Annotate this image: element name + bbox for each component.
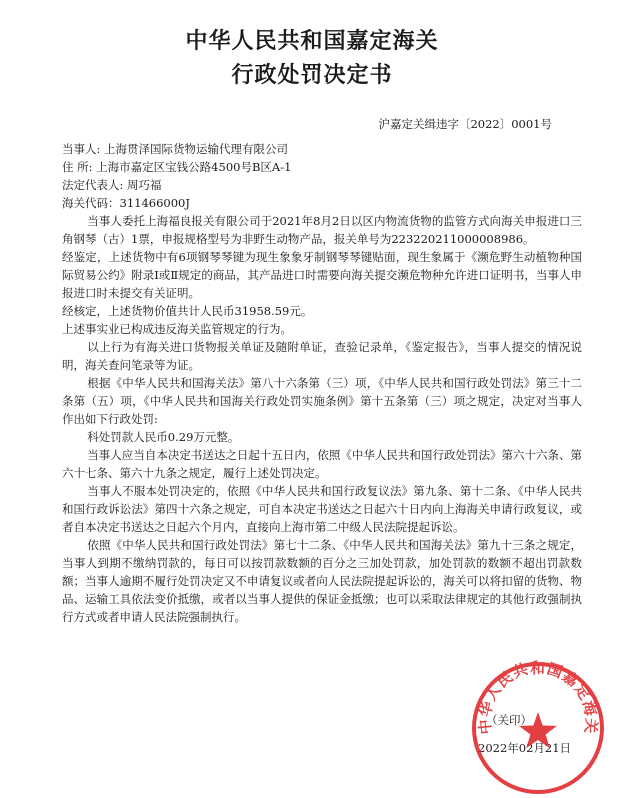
paragraph: 以上行为有海关进口货物报关单证及随附单证，查验记录单，《鉴定报告》，当事人提交的情况说明，海关查问笔录等为证。 — [62, 340, 582, 372]
document-body — [62, 140, 582, 626]
paragraph: 根据《中华人民共和国海关法》第八十六条第（三）项，《中华人民共和国行政处罚法》第三十二条第（五）项，《中华人民共和国海关行政处罚实施条例》第十五条第（三）项之规定，决定对当事人作出如下行政处罚: — [62, 376, 582, 426]
decision-paragraphs — [62, 212, 582, 626]
party-address: 住 所: 上海市嘉定区宝钱公路4500号B区A-1 — [62, 160, 292, 174]
paragraph: 经鉴定，上述货物中有6项钢琴琴键为现生象象牙制钢琴琴键贴面，现生象属于《濒危野生动植物种国际贸易公约》附录Ⅰ或Ⅱ规定的商品，其产品进口时需要向海关提交濒危物种允许进口证明书，当事人申报进口时未提交有关证明。 — [62, 250, 582, 300]
party-name: 当事人: 上海贯泽国际货物运输代理有限公司 — [62, 142, 289, 156]
seal-text: 中华人民共和国嘉定海关 — [475, 658, 601, 736]
paragraph: 依照《中华人民共和国行政处罚法》第七十二条、《中华人民共和国海关法》第九十三条之规定，当事人到期不缴纳罚款的，每日可以按罚款数额的百分之三加处罚款，加处罚款的数额不超出罚款数额；当事人逾期不履行处罚决定又不申请复议或者向人民法院提起诉讼的，海关可以将扣留的货物、物品、运输工具依法变价抵缴，或者以当事人提供的保证金抵缴；也可以采取法律规定的其他行政强制执行方式或者申请人民法院强制执行。 — [62, 538, 582, 624]
seal-label: （关印） — [486, 713, 532, 727]
paragraph: 经核定，上述货物价值共计人民币31958.59元。 — [62, 304, 313, 318]
document-title-line2: 行政处罚决定书 — [231, 63, 393, 88]
paragraph: 当事人不服本处罚决定的，依照《中华人民共和国行政复议法》第九条、第十二条、《中华人民共和国行政诉讼法》第四十六条之规定，可自本决定书送达之日起六十日内向上海海关申请行政复议，或者自本决定书送达之日起六个月内，直接向上海市第二中级人民法院提起诉讼。 — [62, 484, 582, 534]
paragraph: 科处罚款人民币0.29万元整。 — [87, 430, 240, 444]
paragraph: 当事人委托上海福良报关有限公司于2021年8月2日以区内物流货物的监管方式向海关申报进口三角钢琴（古）1票，申报规格型号为非野生动物产品，报关单号为223220211000008986。 — [62, 214, 582, 246]
paragraph: 当事人应当自本决定书送达之日起十五日内，依照《中华人民共和国行政处罚法》第六十六条、第六十七条、第六十九条之规定，履行上述处罚决定。 — [62, 448, 582, 480]
official-seal-stamp — [468, 658, 608, 798]
seal-star-icon — [519, 712, 557, 748]
legal-representative: 法定代表人: 周巧福 — [62, 178, 162, 192]
decision-date: 2022年02月21日 — [478, 741, 572, 755]
customs-code: 海关代码：311466000J — [62, 196, 190, 210]
document-title-line1: 中华人民共和国嘉定海关 — [185, 29, 439, 54]
document-number: 沪嘉定关缉违字〔2022〕0001号 — [378, 117, 552, 131]
paragraph: 上述事实业已构成违反海关监管规定的行为。 — [62, 322, 292, 336]
